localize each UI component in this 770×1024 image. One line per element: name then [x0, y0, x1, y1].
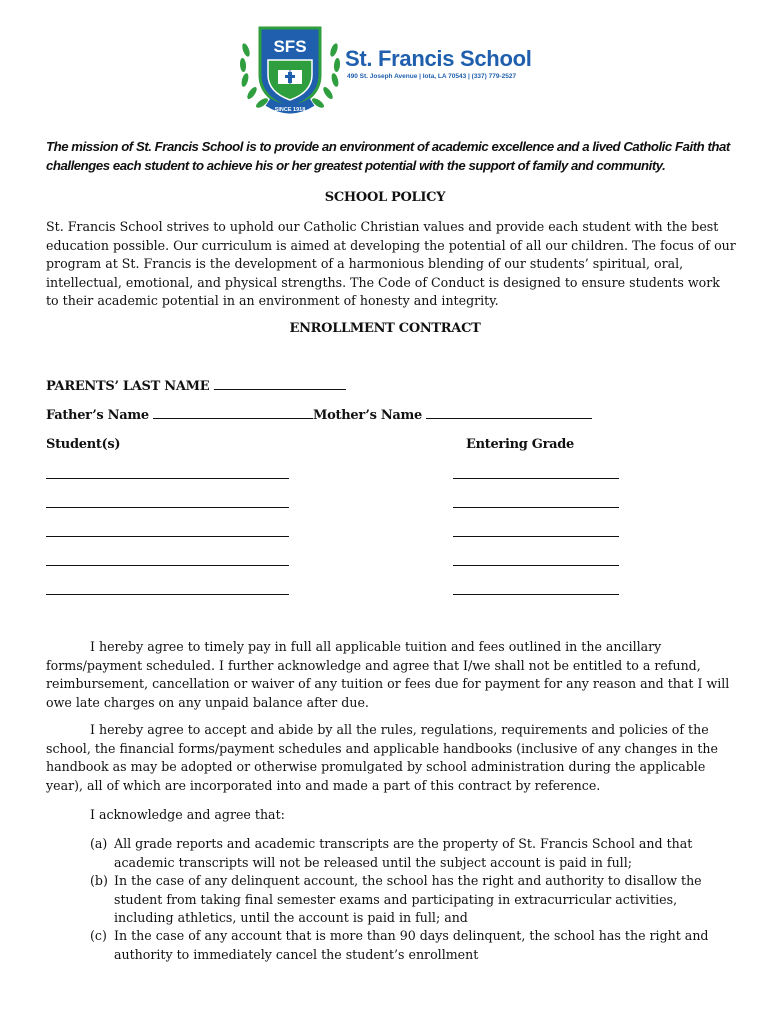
students-label: Student(s)	[46, 437, 121, 452]
school-name: St. Francis School	[345, 46, 532, 71]
list-item	[90, 927, 730, 964]
acknowledge-text: I acknowledge and agree that:	[90, 807, 285, 822]
parents-last-name-label: PARENTS’ LAST NAME	[46, 379, 210, 394]
grade-field-5[interactable]	[453, 594, 619, 595]
parents-last-name-row	[46, 379, 346, 394]
student-field-1[interactable]	[46, 478, 289, 479]
list-item-marker: (b)	[90, 873, 108, 888]
grade-field-1[interactable]	[453, 478, 619, 479]
parent-names-row	[46, 408, 592, 423]
list-item-marker: (a)	[90, 836, 108, 851]
list-item	[90, 835, 730, 872]
student-field-4[interactable]	[46, 565, 289, 566]
grade-field-2[interactable]	[453, 507, 619, 508]
list-item-marker: (c)	[90, 928, 107, 943]
logo-since: SINCE 1918	[274, 107, 306, 113]
list-item	[90, 872, 730, 928]
list-item-text: All grade reports and academic transcripts are the property of St. Francis School and that academic transcripts will not be released until the subject account is paid in full;	[114, 836, 693, 870]
mother-name-field[interactable]	[426, 408, 592, 419]
father-name-label: Father’s Name	[46, 408, 149, 423]
grade-field-3[interactable]	[453, 536, 619, 537]
grade-field-4[interactable]	[453, 565, 619, 566]
payment-agreement-text: I hereby agree to timely pay in full all applicable tuition and fees outlined in the ancillary forms/payment scheduled. I further acknowledge and agree that I/we shall not be entitled to a refund, reimbursement, cancellation or waiver of any tuition or fees due for payment for any reason and that I will owe late charges on any unpaid balance after due.	[46, 639, 730, 710]
school-policy-heading: SCHOOL POLICY	[324, 190, 446, 205]
list-item-text: In the case of any delinquent account, the school has the right and authority to disallow the student from taking final semester exams and participating in extracurricular activities, including athletics, until the account is paid in full; and	[114, 873, 702, 925]
entering-grade-label: Entering Grade	[466, 437, 575, 452]
student-field-3[interactable]	[46, 536, 289, 537]
parents-last-name-field[interactable]	[214, 379, 346, 390]
mother-name-label: Mother’s Name	[313, 408, 422, 423]
student-field-5[interactable]	[46, 594, 289, 595]
father-name-field[interactable]	[153, 408, 313, 419]
school-address: 490 St. Joseph Avenue | Iota, LA 70543 | (337) 779-2527	[347, 73, 517, 80]
list-item-text: In the case of any account that is more than 90 days delinquent, the school has the right and authority to immediately cancel the student’s enrollment	[114, 928, 709, 962]
mission-statement: The mission of St. Francis School is to provide an environment of academic excellence and a lived Catholic Faith that challenges each student to achieve his or her greatest potential with the support of family and community.	[46, 139, 730, 173]
student-field-2[interactable]	[46, 507, 289, 508]
logo-initials: SFS	[273, 37, 307, 56]
school-policy-text: St. Francis School strives to uphold our Catholic Christian values and provide each student with the best education possible. Our curriculum is aimed at developing the potential of all our children. The focus of our program at St. Francis is the development of a harmonious blending of our students’ spiritual, oral, intellectual, emotional, and physical strengths. The Code of Conduct is designed to ensure students work to their academic potential in an environment of honesty and integrity.	[46, 219, 736, 308]
rules-agreement-text: I hereby agree to accept and abide by all the rules, regulations, requirements and policies of the school, the financial forms/payment schedules and applicable handbooks (inclusive of any changes in the handbook as may be adopted or otherwise promulgated by school administration during the applicable year), all of which are incorporated into and made a part of this contract by reference.	[46, 722, 718, 793]
enrollment-contract-heading: ENROLLMENT CONTRACT	[289, 321, 481, 336]
